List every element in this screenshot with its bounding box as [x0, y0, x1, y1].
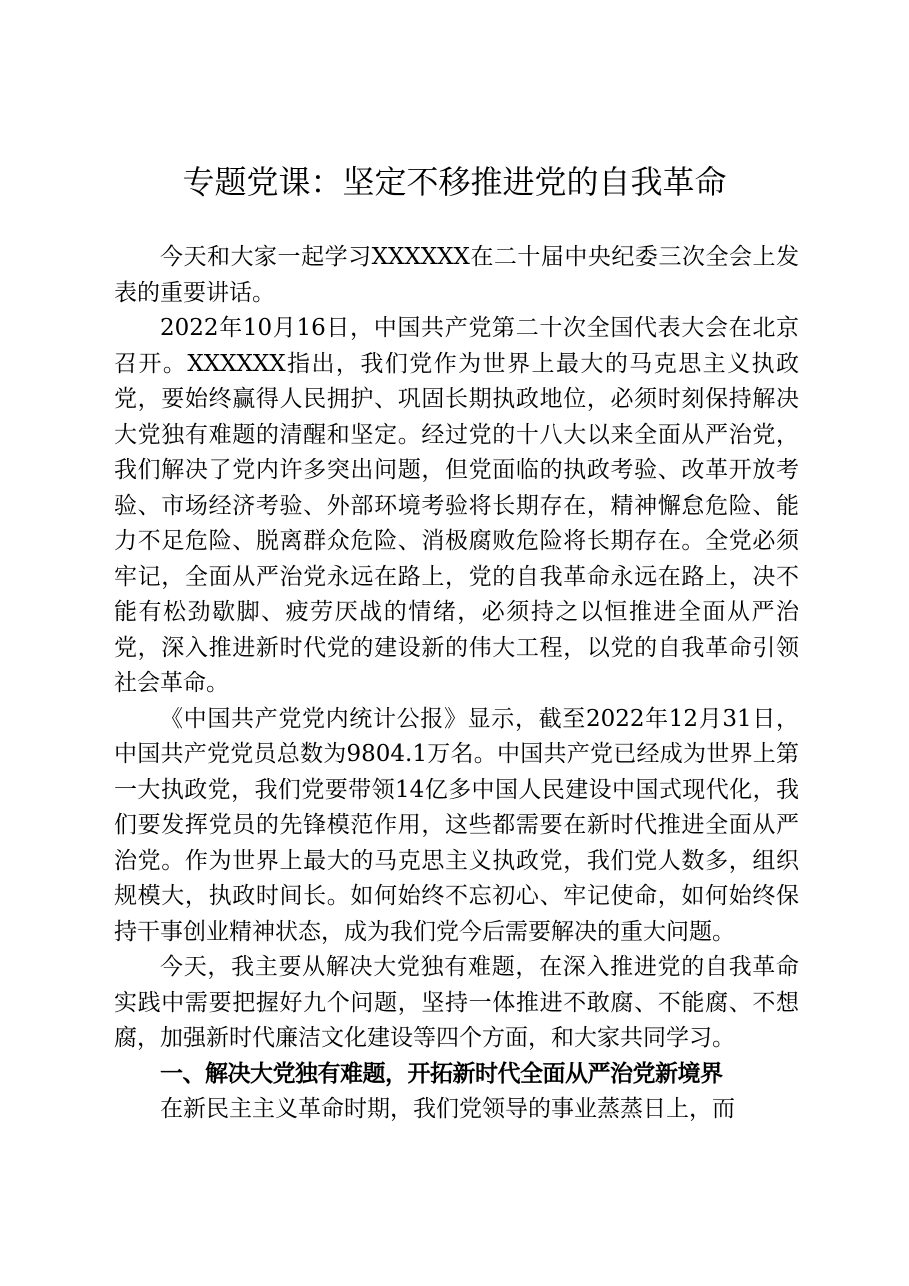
paragraph-congress: 2022年10月16日，中国共产党第二十次全国代表大会在北京召开。XXXXXX指出，我们党作为世界上最大的马克思主义执政党，要始终赢得人民拥护、巩固长期执政地位，必须时刻保持解决大党独有难题的清醒和坚定。经过党的十八大以来全面从严治党，我们解决了党内许多突出问题，但党面临的执政考验、改革开放考验、市场经济考验、外部环境考验将长期存在，精神懈怠危险、能力不足危险、脱离群众危险、消极腐败危险将长期存在。全党必须牢记，全面从严治党永远在路上，党的自我革命永远在路上，决不能有松劲歇脚、疲劳厌战的情绪，必须持之以恒推进全面从严治党，深入推进新时代党的建设新的伟大工程，以党的自我革命引领社会革命。 [114, 315, 799, 696]
document-title: 专题党课：坚定不移推进党的自我革命 [182, 163, 727, 201]
section-heading: 一、解决大党独有难题，开拓新时代全面从严治党新境界 [160, 1060, 723, 1087]
paragraph-outline: 今天，我主要从解决大党独有难题，在深入推进党的自我革命实践中需要把握好九个问题，坚持一体推进不敢腐、不能腐、不想腐，加强新时代廉洁文化建设等四个方面，和大家共同学习。 [114, 954, 799, 1051]
paragraph-statistics: 《中国共产党党内统计公报》显示，截至2022年12月31日，中国共产党党员总数为9804.1万名。中国共产党已经成为世界上第一大执政党，我们党要带领14亿多中国人民建设中国式现代化，我们要发挥党员的先锋模范作用，这些都需要在新时代推进全面从严治党。作为世界上最大的马克思主义执政党，我们党人数多，组织规模大，执政时间长。如何始终不忘初心、牢记使命，如何始终保持干事创业精神状态，成为我们党今后需要解决的重大问题。 [114, 705, 799, 945]
document-body [114, 240, 799, 1128]
paragraph-intro: 今天和大家一起学习XXXXXX在二十届中央纪委三次全会上发表的重要讲话。 [114, 244, 799, 306]
paragraph-section-start: 在新民主主义革命时期，我们党领导的事业蒸蒸日上，而 [160, 1096, 735, 1122]
